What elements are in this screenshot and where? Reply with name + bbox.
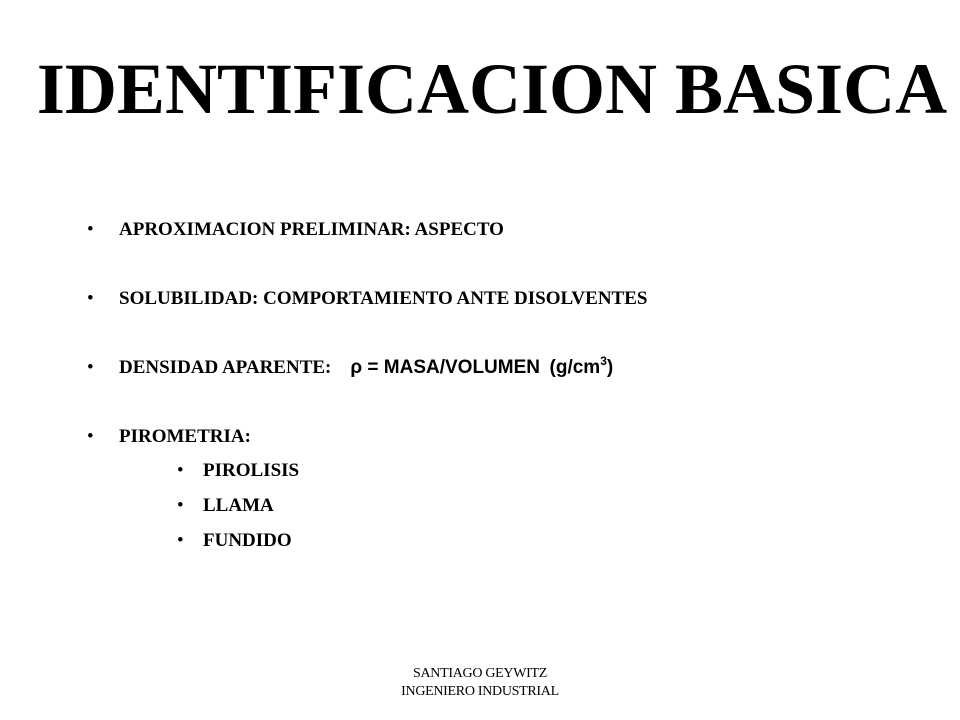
sub-bullet-llama	[177, 494, 274, 518]
slide-footer	[330, 665, 630, 701]
footer-role: INGENIERO INDUSTRIAL	[401, 684, 559, 699]
slide-title: IDENTIFICACION BASICA	[36, 49, 948, 129]
bullet-item-aspecto	[87, 218, 504, 242]
bullet-icon: •	[87, 288, 94, 309]
unit-close: )	[606, 357, 614, 378]
sub-bullet-icon: •	[177, 460, 184, 481]
sub-bullet-fundido	[177, 529, 292, 553]
sub-bullet-icon: •	[177, 530, 184, 551]
bullet-icon: •	[87, 357, 94, 378]
sub-bullet-text: PIROLISIS	[203, 460, 300, 481]
footer-author: SANTIAGO GEYWITZ	[412, 666, 547, 681]
sub-bullet-text: LLAMA	[203, 495, 274, 516]
density-formula: ρ = MASA/VOLUMEN	[350, 357, 541, 378]
bullet-item-solubilidad	[87, 287, 648, 311]
unit-exponent: 3	[600, 353, 607, 368]
bullet-icon: •	[87, 219, 94, 240]
bullet-icon: •	[87, 426, 94, 447]
unit-open: (g/cm	[549, 357, 601, 378]
bullet-text: PIROMETRIA:	[119, 426, 251, 447]
bullet-text: APROXIMACION PRELIMINAR: ASPECTO	[119, 219, 504, 240]
bullet-text: SOLUBILIDAD: COMPORTAMIENTO ANTE DISOLVENTES	[119, 288, 648, 309]
density-unit	[549, 353, 614, 378]
sub-bullet-text: FUNDIDO	[203, 530, 292, 551]
bullet-item-pirometria	[87, 425, 251, 449]
sub-bullet-icon: •	[177, 495, 184, 516]
bullet-label: DENSIDAD APARENTE:	[119, 357, 332, 378]
sub-bullet-pirolisis	[177, 459, 300, 483]
bullet-item-densidad	[87, 353, 614, 380]
